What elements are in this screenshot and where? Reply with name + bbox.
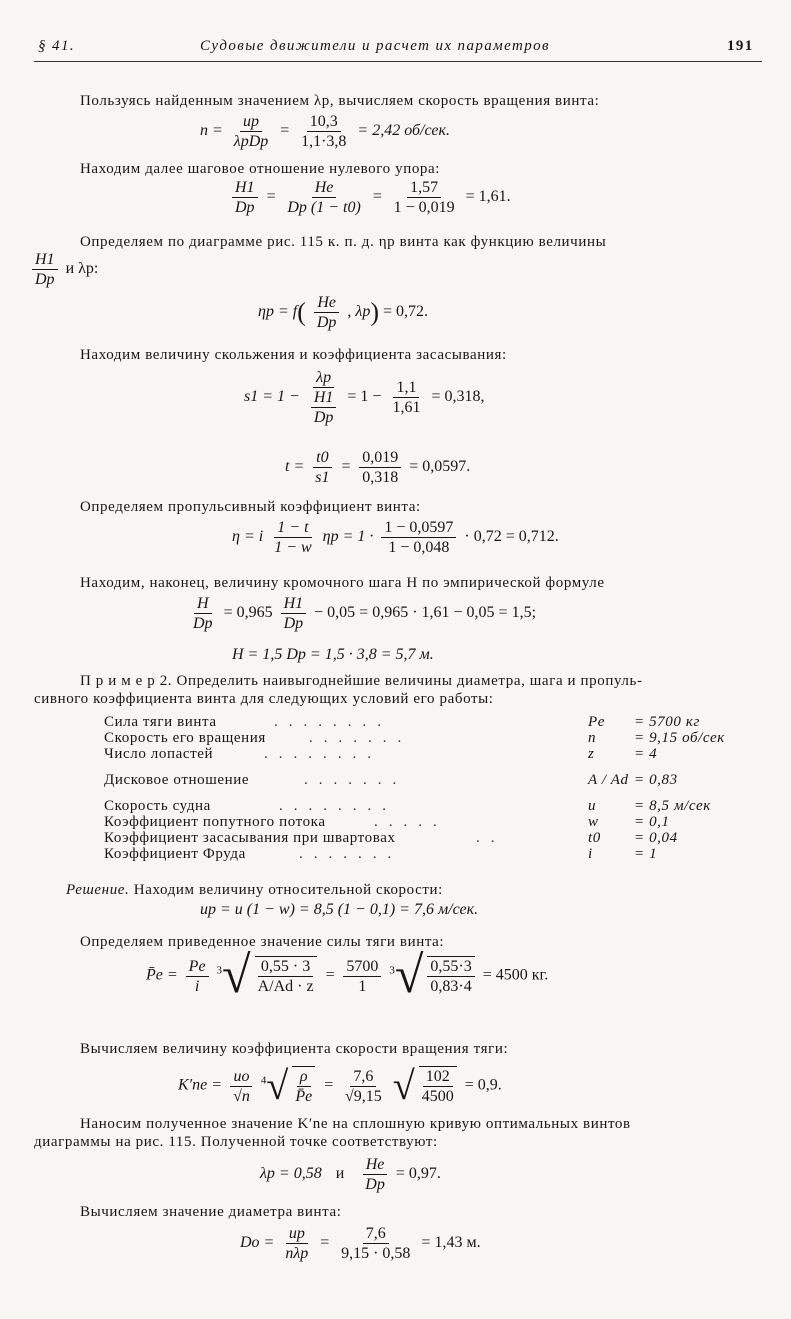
formula-slip: s1 = 1 − $\frac{\lambda p}{\frac{H1}{Dp}}$ = 1 − $\frac{1,1}{1,61}$ = 0,318,: [244, 369, 485, 426]
formula-reduced-thrust: P̄e = $\frac{Pe}{i}$ $^3$√ $\frac{0,55 \cdot 3}{A/Ad \cdot z}$ = $\frac{5700}{1}$ $^3$√ $\frac{0,55\cdot 3}{0,83\cdot 4}$ = 4500 кг.: [146, 947, 549, 1004]
paragraph: Пользуясь найденным значением λp, вычисляем скорость вращения винта:: [80, 93, 600, 109]
formula-propulsive: η = i $\frac{1 - t}{1 - w}$ ηp = 1 · $\frac{1 - 0,0597}{1 - 0,048}$ · 0,72 = 0,712.: [232, 519, 559, 556]
paragraph: Определяем пропульсивный коэффициент винта:: [80, 499, 421, 515]
formula-thrust-deduction: t = $\frac{t0}{s1}$ = $\frac{0,019}{0,318}$ = 0,0597.: [285, 449, 471, 486]
formula-n: n = $\frac{up}{\text{λpDp}}$ = $\frac{10,3}{1,1\cdot 3,8}$ = 2,42 об/сек.: [200, 113, 450, 150]
paragraph: Вычисляем значение диаметра винта:: [80, 1204, 342, 1220]
formula-edge-pitch: $\frac{H}{Dp}$ = 0,965 $\frac{H1}{Dp}$ − 0,05 = 0,965 · 1,61 − 0,05 = 1,5;: [193, 595, 537, 632]
header-rule: [34, 61, 762, 62]
formula-diameter: Do = $\frac{up}{\text{nλp}}$ = $\frac{7,6}{9,15 \cdot 0,58}$ = 1,43 м.: [240, 1225, 481, 1262]
conditions-table: [104, 714, 725, 862]
formula-relative-speed: up = u (1 − w) = 8,5 (1 − 0,1) = 7,6 м/сек.: [200, 901, 479, 918]
paragraph: Находим, наконец, величину кромочного шага H по эмпирической формуле: [80, 575, 605, 591]
table-row: Коэффициент Фруда ....... i = 1: [104, 846, 658, 862]
table-row: Сила тяги винта ........ Pe = 5700 кг: [104, 714, 700, 730]
formula-speed-coefficient: K′ne = $\frac{uo}{√n}$ $^4$√ $\frac{\rho}{P̄e}$ = $\frac{7,6}{√9,15}$ √ $\frac{102}{4500}$ = 0,9.: [178, 1063, 502, 1108]
paragraph: Определяем приведенное значение силы тяги винта:: [80, 934, 445, 950]
table-row: Число лопастей ........ z = 4: [104, 746, 658, 762]
table-row: Дисковое отношение ....... A / Ad = 0,83: [104, 772, 678, 788]
paragraph: сивного коэффициента винта для следующих условий его работы:: [34, 691, 494, 707]
paragraph: Определяем по диаграмме рис. 115 к. п. д. ηp винта как функцию величины: [80, 234, 607, 250]
paragraph: Находим величину скольжения и коэффициента засасывания:: [80, 347, 507, 363]
paragraph: Наносим полученное значение K′ne на сплошную кривую оптимальных винтов: [80, 1116, 631, 1132]
formula-read-off: λp = 0,58 и $\frac{He}{Dp}$ = 0,97.: [260, 1156, 441, 1193]
table-row: Коэффициент попутного потока ..... w = 0,1: [104, 814, 670, 830]
page-number: 191: [727, 38, 754, 54]
example-heading: П р и м е р 2. Определить наивыгоднейшие величины диаметра, шага и пропуль-: [80, 673, 643, 689]
table-row: Скорость его вращения ....... n = 9,15 об/сек: [104, 730, 725, 746]
table-row: Коэффициент засасывания при швартовах .. t0 = 0,04: [104, 830, 678, 846]
section-number: § 41.: [38, 38, 75, 54]
formula-inline-ratio: $\frac{H1}{Dp}$ и λp:: [28, 250, 98, 289]
running-title: Судовые движители и расчет их параметров: [200, 38, 550, 54]
paragraph: Находим далее шаговое отношение нулевого упора:: [80, 161, 441, 177]
formula-pitch-ratio: $\frac{H1}{Dp}$ = $\frac{He}{Dp (1 - t0)}$ = $\frac{1,57}{1 - 0,019}$ = 1,61.: [228, 178, 511, 217]
paragraph: диаграммы на рис. 115. Полученной точке соответствуют:: [34, 1134, 438, 1150]
formula-H: H = 1,5 Dp = 1,5 · 3,8 = 5,7 м.: [232, 646, 434, 663]
table-row: Скорость судна ........ u = 8,5 м/сек: [104, 798, 711, 814]
solution-paragraph: Решение. Находим величину относительной скорости:: [66, 882, 443, 898]
paragraph: Вычисляем величину коэффициента скорости вращения тяги:: [80, 1041, 509, 1057]
formula-efficiency: ηp = f( $\frac{He}{Dp}$ , λp) = 0,72.: [258, 294, 429, 331]
